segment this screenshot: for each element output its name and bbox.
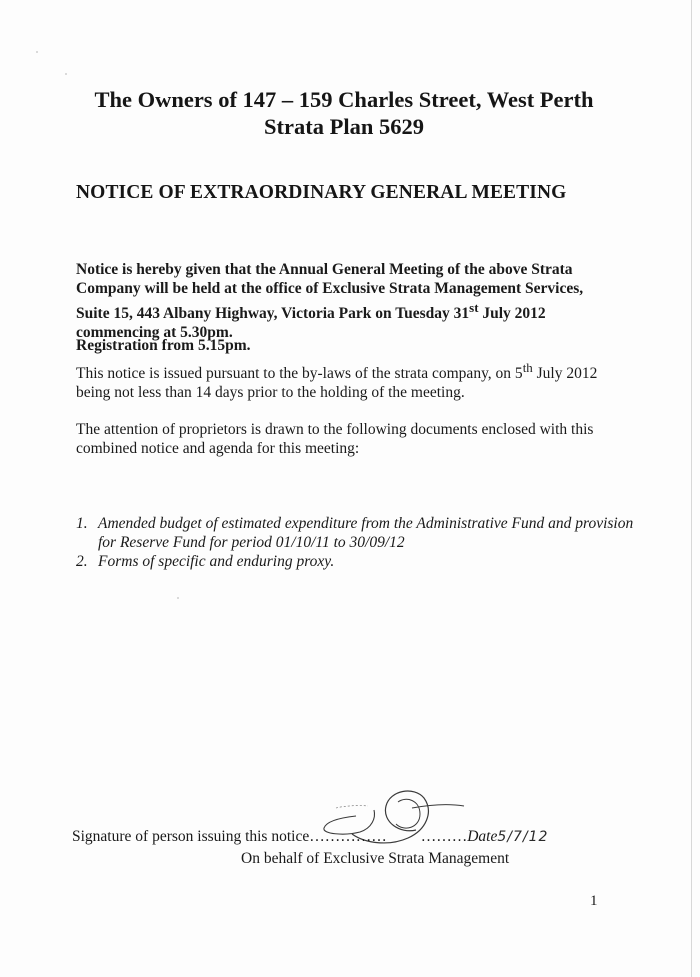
notice-heading: NOTICE OF EXTRAORDINARY GENERAL MEETING bbox=[76, 182, 567, 203]
meeting-notice-text: Notice is hereby given that the Annual General Meeting of the above Strata Company will be held at the office of Exclusive Strata Management Services, Suite 15, 443 Albany Highway, Victoria Park on Tuesday 31 bbox=[76, 261, 584, 323]
list-item-text: Forms of specific and enduring proxy. bbox=[98, 553, 335, 570]
page-number: 1 bbox=[590, 893, 598, 909]
attention-paragraph: The attention of proprietors is drawn to the following documents enclosed with this combined notice and agenda for this meeting: bbox=[76, 421, 594, 457]
list-item bbox=[76, 552, 636, 571]
signature-line bbox=[72, 828, 632, 846]
scan-speck bbox=[65, 73, 67, 75]
strata-plan-title: Strata Plan 5629 bbox=[264, 114, 424, 139]
list-item-number: 1. bbox=[76, 515, 88, 532]
page-edge-line bbox=[691, 0, 692, 977]
list-item-text: Amended budget of estimated expenditure from the Administrative Fund and provision for Reserve Fund for period 01/10/11 to 30/09/12 bbox=[98, 515, 634, 551]
enclosed-documents-list bbox=[76, 514, 636, 571]
meeting-date-suffix: st bbox=[469, 300, 479, 315]
issuance-paragraph bbox=[76, 358, 616, 402]
list-item bbox=[76, 514, 636, 552]
on-behalf-line: On behalf of Exclusive Strata Management bbox=[241, 850, 510, 867]
scan-speck bbox=[177, 597, 179, 599]
scan-speck bbox=[36, 51, 38, 53]
date-label: Date bbox=[467, 828, 498, 845]
list-item-number: 2. bbox=[76, 553, 88, 570]
signature-label: Signature of person issuing this notice bbox=[72, 828, 310, 845]
issuance-text: This notice is issued pursuant to the by-laws of the strata company, on 5 bbox=[76, 365, 523, 383]
meeting-notice-text-end: July 2012 commencing at 5.30pm. bbox=[76, 305, 546, 342]
handwritten-date: 5/7/12 bbox=[497, 829, 549, 845]
issuance-date-suffix: th bbox=[522, 360, 533, 375]
signature-dots-right: ……… bbox=[420, 828, 468, 845]
document-title: The Owners of 147 – 159 Charles Street, West Perth bbox=[94, 87, 594, 112]
meeting-notice-paragraph bbox=[76, 260, 616, 342]
issuance-text-end: July 2012 being not less than 14 days prior to the holding of the meeting. bbox=[76, 365, 598, 402]
registration-time: Registration from 5.15pm. bbox=[76, 337, 251, 354]
signature-dots-left: …………… bbox=[309, 828, 387, 845]
